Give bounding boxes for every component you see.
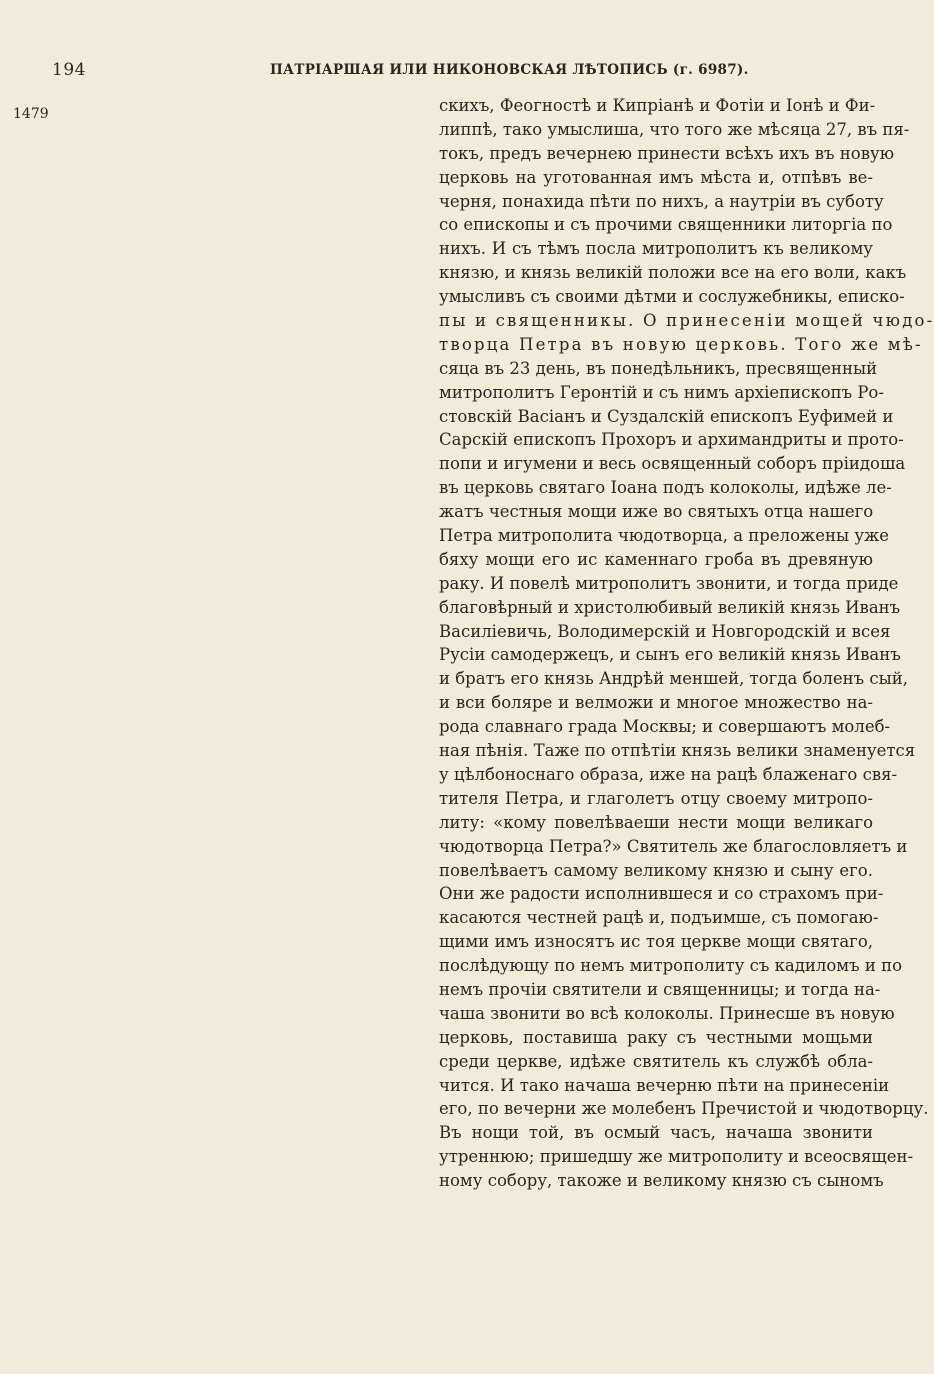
text-line: сяца въ 23 день, въ понедѣльникъ, пресвященный [439,358,878,378]
margin-year: 1479 [13,106,49,122]
text-line: нихъ. И съ тѣмъ посла митрополитъ къ великому [439,239,873,259]
text-line: бяху мощи его ис каменнаго гроба въ древяную [439,549,873,569]
text-line: стовскій Васіанъ и Суздалскій епископъ Еуфимей и [439,406,894,426]
text-line: среди церкве, идѣже святитель къ службѣ обла- [439,1051,873,1071]
text-line: благовѣрный и христолюбивый великій князь Иванъ [439,597,901,617]
text-line: умысливъ съ своими дѣтми и сослужебникы, еписко- [439,287,905,307]
text-line: Въ нощи той, въ осмый часъ, начаша звонити [439,1123,873,1143]
text-line: Русіи самодержецъ, и сынъ его великій князь Иванъ [439,645,901,665]
text-line: рода славнаго града Москвы; и совершаютъ молеб- [439,717,891,737]
text-line: митрополитъ Геронтій и съ нимъ архіепископъ Ро- [439,382,884,402]
text-line: чится. И тако начаша вечерню пѣти на принесеніи [439,1075,890,1095]
text-column [439,94,934,1193]
text-line: немъ прочіи святители и священницы; и тогда на- [439,979,881,999]
text-line: со епископы и съ прочими священники литоргіа по [439,215,893,235]
text-line: церковь, поставиша раку съ честными мощьми [439,1027,873,1047]
text-line: Петра митрополита чюдотворца, а преложены уже [439,526,890,546]
text-line: и вси боляре и велможи и многое множество на- [439,693,873,713]
text-line: и братъ его князь Андрѣй меншей, тогда боленъ сый, [439,669,908,689]
text-line: попи и игумени и весь освященный соборъ пріидоша [439,454,906,474]
text-line: чаша звонити во всѣ колоколы. Принесше въ новую [439,1003,895,1023]
text-line: ному собору, такоже и великому князю съ сыномъ [439,1171,884,1191]
text-line: Василіевичь, Володимерскій и Новгородскій и всея [439,621,891,641]
text-line: князю, и князь великій положи все на его воли, какъ [439,263,907,283]
text-line: тителя Петра, и глаголетъ отцу своему митропо- [439,788,873,808]
text-line: жатъ честныя мощи иже во святыхъ отца нашего [439,502,874,522]
text-line: ная пѣнія. Таже по отпѣтіи князь велики знаменуется [439,741,916,761]
text-line: послѣдующу по немъ митрополиту съ кадиломъ и по [439,956,903,976]
text-line: черня, понахида пѣти по нихъ, а наутріи въ суботу [439,191,884,211]
text-line: литу: «кому повелѣваеши нести мощи великаго [439,812,873,832]
text-line: щими имъ износятъ ис тоя церкве мощи святаго, [439,932,873,952]
text-line: церковь на уготованная имъ мѣста и, отпѣвъ ве- [439,167,873,187]
text-line: чюдотворца Петра?» Святитель же благословляетъ и [439,836,908,856]
text-line: у цѣлбоноснаго образа, иже на рацѣ блаженаго свя- [439,764,898,784]
running-title: ПАТРІАРШАЯ ИЛИ НИКОНОВСКАЯ ЛѢТОПИСЬ (г. 6987). [270,62,749,78]
text-line: Сарскій епископъ Прохоръ и архимандриты и прото- [439,430,904,450]
page-number: 194 [52,60,86,80]
text-line: въ церковь святаго Іоана подъ колоколы, идѣже ле- [439,478,892,498]
text-line: токъ, предъ вечернею принести всѣхъ ихъ въ новую [439,143,895,163]
text-line: раку. И повелѣ митрополитъ звонити, и тогда приде [439,573,899,593]
text-line: его, по вечерни же молебенъ Пречистой и чюдотворцу. [439,1099,929,1119]
text-line: творца Петра въ новую церковь. Того же мѣ- [439,334,923,354]
text-line: липпѣ, тако умыслиша, что того же мѣсяца 27, въ пя- [439,119,910,139]
text-line: Они же радости исполнившеся и со страхомъ при- [439,884,884,904]
text-line: скихъ, Феогностѣ и Кипріанѣ и Фотіи и Іонѣ и Фи- [439,96,876,115]
text-line: утреннюю; пришедшу же митрополиту и всеосвящен- [439,1147,914,1167]
text-line: касаются честней рацѣ и, подъимше, съ помогаю- [439,908,879,928]
text-line: повелѣваетъ самому великому князю и сыну его. [439,860,873,880]
text-line: пы и священникы. О принесеніи мощей чюдо- [439,311,934,331]
